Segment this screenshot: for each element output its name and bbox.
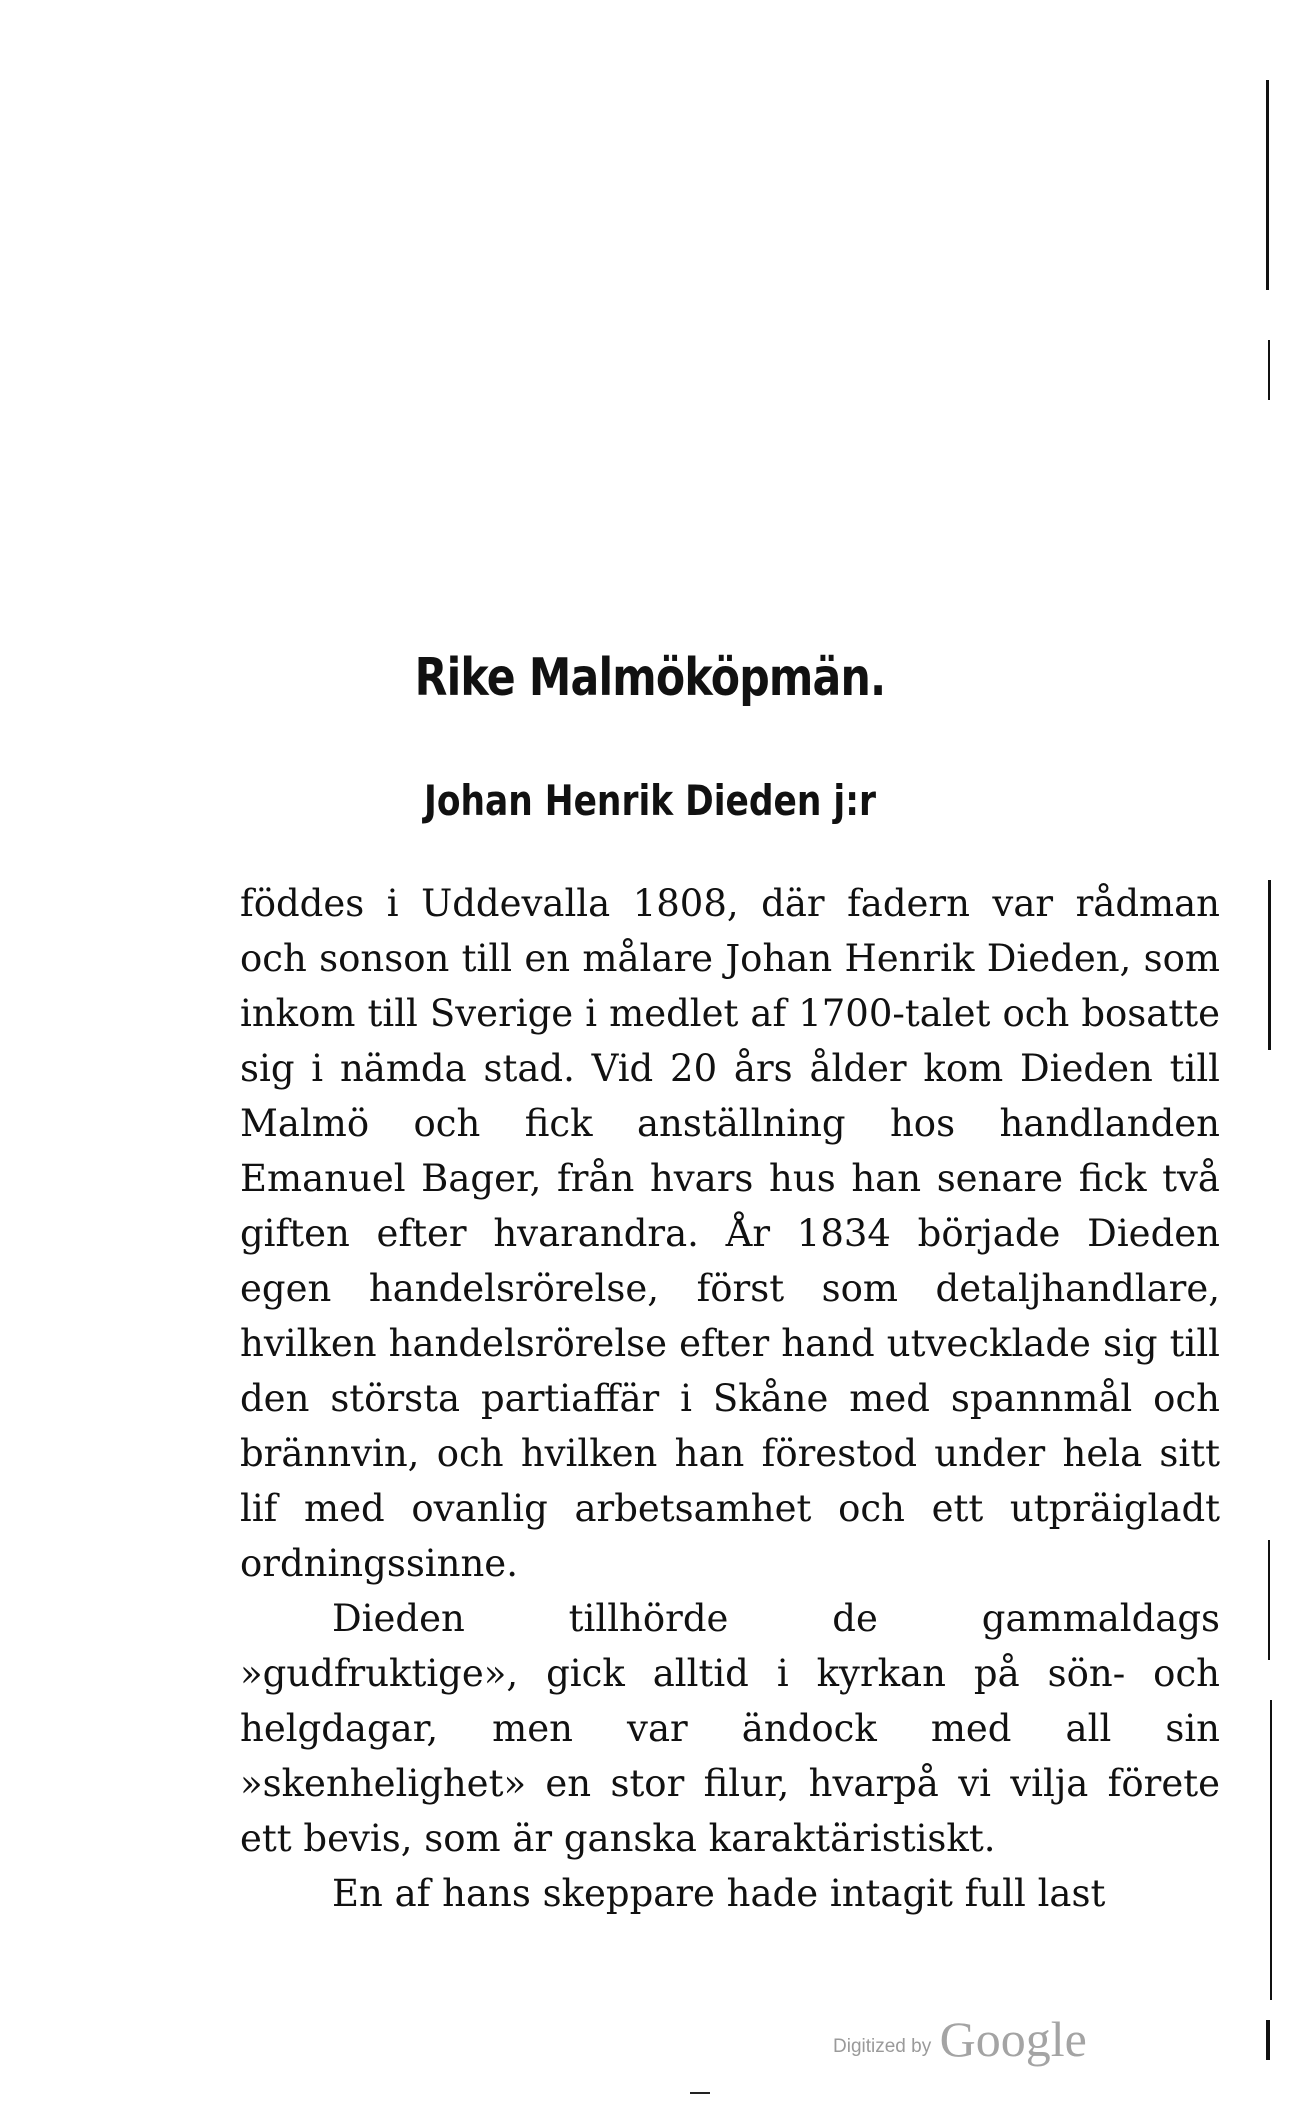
scan-edge-line [1268,1540,1270,1660]
watermark-prefix: Digitized by [833,2036,932,2057]
paragraph-2: Dieden tillhörde de gammaldags »gudfruktige», gick alltid i kyrkan på sön- och helgdagar, men var ändock med all sin »skenhelighet» en stor filur, hvarpå vi vilja förete ett bevis, som är ganska karaktäristiskt. [240,1597,1220,1860]
digitized-watermark [833,2010,1087,2068]
chapter-title: Rike Malmököpmän. [414,648,886,708]
body-text [240,876,1220,1921]
google-logo: Google [939,2011,1087,2067]
paragraph-1: föddes i Uddevalla 1808, där fadern var rådman och sonson till en målare Johan Henrik Dieden, som inkom till Sverige i medlet af 1700-talet och bosatte sig i nämda stad. Vid 20 års ålder kom Dieden till Malmö och fick anställning hos handlanden Emanuel Bager, från hvars hus han senare fick två giften efter hvarandra. År 1834 började Dieden egen handelsrörelse, först som detaljhandlare, hvilken handelsrörelse efter hand utvecklade sig till den största partiaffär i Skåne med spannmål och brännvin, och hvilken han förestod under hela sitt lif med ovanlig arbetsamhet och ett utpräigladt ordningssinne. [240,882,1220,1585]
footer-dash [690,2092,710,2094]
section-heading: Johan Henrik Dieden j:r [424,776,876,825]
scan-edge-line [1268,340,1270,400]
scan-edge-line [1268,880,1271,1050]
paragraph-3: En af hans skeppare hade intagit full last [332,1872,1106,1915]
scan-edge-line [1270,1700,1272,2000]
scan-edge-line [1266,80,1269,290]
scan-edge-line [1266,2020,1270,2060]
